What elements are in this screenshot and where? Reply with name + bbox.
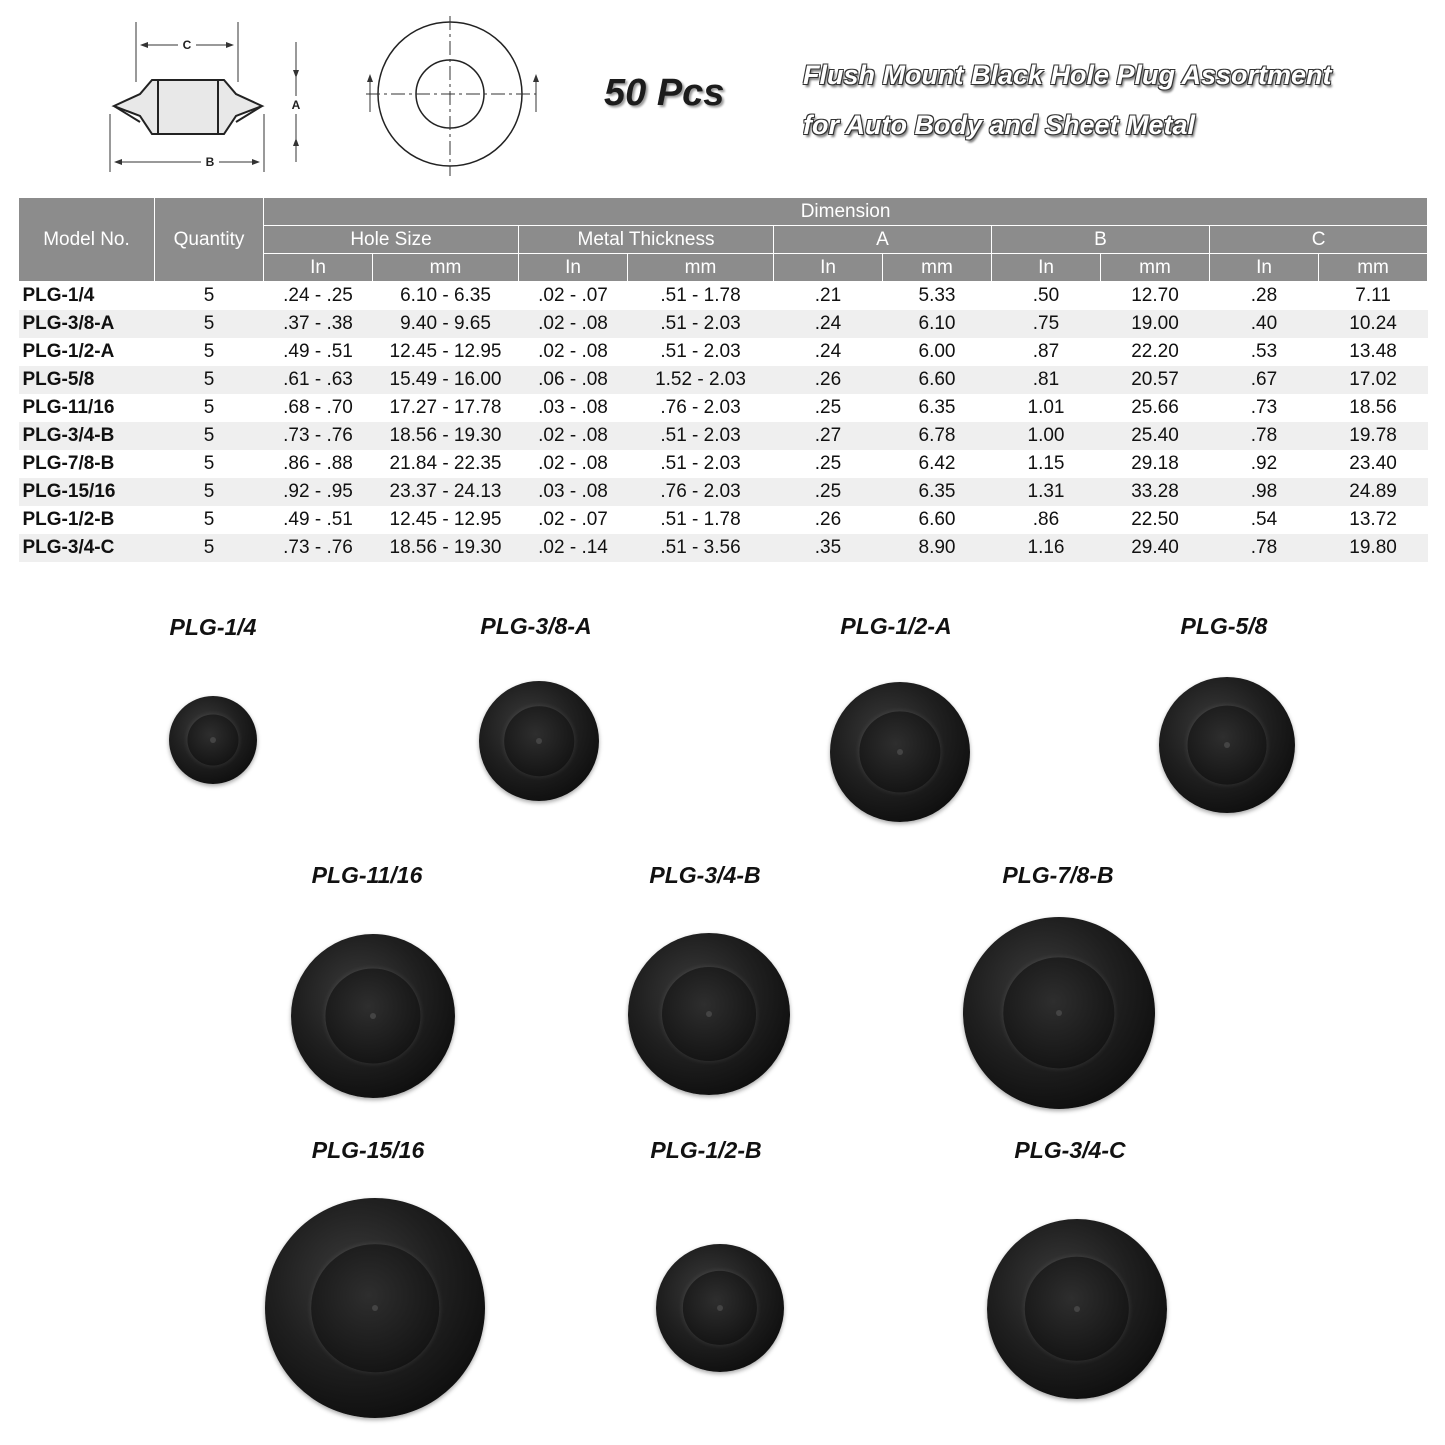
table-cell: 6.60 <box>918 509 956 530</box>
table-cell: 19.78 <box>1319 422 1428 450</box>
table-row <box>19 366 1428 394</box>
table-row <box>19 422 1428 450</box>
table-cell: .61 - .63 <box>264 366 373 394</box>
table-cell: .67 <box>1210 366 1319 394</box>
plug-label: PLG-3/4-C <box>1014 1137 1126 1163</box>
header-unit: In <box>264 254 373 282</box>
table-cell: .98 <box>1210 478 1319 506</box>
table-cell: .51 - 2.03 <box>628 310 774 338</box>
table-cell: 5 <box>203 341 215 362</box>
hole-plug-photo <box>479 681 599 801</box>
hole-plug-photo <box>830 682 970 822</box>
table-cell: 1.52 - 2.03 <box>628 366 774 394</box>
plug-label: PLG-7/8-B <box>1002 862 1114 888</box>
table-cell: 5 <box>203 397 215 418</box>
table-cell: 19.00 <box>1101 310 1210 338</box>
table-cell: .86 <box>1032 509 1060 530</box>
table-cell: 9.40 - 9.65 <box>373 310 519 338</box>
table-row <box>19 282 1428 311</box>
table-cell: .51 - 1.78 <box>660 509 741 530</box>
header-unit: mm <box>628 254 774 282</box>
product-title <box>803 50 1423 150</box>
table-cell: 6.35 <box>883 478 992 506</box>
table-cell: .02 - .08 <box>538 453 608 474</box>
table-cell: .49 - .51 <box>283 341 353 362</box>
model-cell: PLG-3/8-A <box>19 310 155 338</box>
table-cell: 5 <box>155 310 264 338</box>
table-cell: .51 - 1.78 <box>660 285 741 306</box>
header-unit: mm <box>883 254 992 282</box>
hole-plug-photo <box>1159 677 1295 813</box>
table-cell: .24 - .25 <box>283 285 353 306</box>
table-cell: .78 <box>1210 534 1319 562</box>
hole-plug-photo <box>169 696 257 784</box>
table-cell: .28 <box>1250 285 1278 306</box>
table-cell: .25 <box>814 453 842 474</box>
hole-plug-photo <box>656 1244 784 1372</box>
table-cell: .73 - .76 <box>264 422 373 450</box>
plug-label: PLG-3/4-B <box>649 862 761 888</box>
table-cell: 5 <box>203 285 215 306</box>
table-cell: 25.40 <box>1101 422 1210 450</box>
table-cell: 5 <box>155 534 264 562</box>
table-row <box>19 338 1428 366</box>
table-cell: 13.48 <box>1349 341 1397 362</box>
hole-plug-photo <box>265 1198 485 1418</box>
table-cell: .21 <box>814 285 842 306</box>
header-unit: In <box>1210 254 1319 282</box>
table-cell: 6.60 <box>883 366 992 394</box>
table-cell: 25.66 <box>1131 397 1179 418</box>
table-cell: 6.42 <box>918 453 956 474</box>
header-group: A <box>774 226 992 254</box>
table-cell: 6.10 - 6.35 <box>400 285 491 306</box>
table-row <box>19 310 1428 338</box>
table-cell: .03 - .08 <box>538 397 608 418</box>
table-cell: 13.72 <box>1349 509 1397 530</box>
table-cell: 6.00 <box>918 341 956 362</box>
table-cell: 5 <box>155 478 264 506</box>
table-cell: 1.15 <box>1027 453 1065 474</box>
header-unit: In <box>519 254 628 282</box>
table-cell: 6.10 <box>883 310 992 338</box>
table-cell: .76 - 2.03 <box>660 397 741 418</box>
table-cell: .92 - .95 <box>264 478 373 506</box>
model-cell: PLG-5/8 <box>19 366 155 394</box>
table-cell: 5 <box>203 453 215 474</box>
table-cell: 1.16 <box>992 534 1101 562</box>
hole-plug-photo <box>963 917 1155 1109</box>
table-cell: .92 <box>1250 453 1278 474</box>
table-cell: .49 - .51 <box>283 509 353 530</box>
header-dimension: Dimension <box>264 198 1428 226</box>
model-cell: PLG-7/8-B <box>22 453 115 474</box>
table-cell: .76 - 2.03 <box>628 478 774 506</box>
piece-count: 50 Pcs <box>604 72 725 114</box>
header-unit: mm <box>373 254 519 282</box>
plug-profile-diagram <box>104 22 304 182</box>
table-cell: .03 - .08 <box>519 478 628 506</box>
model-cell: PLG-3/4-C <box>19 534 155 562</box>
plug-label: PLG-3/8-A <box>480 613 592 639</box>
model-cell: PLG-1/2-A <box>22 341 115 362</box>
model-cell: PLG-3/4-B <box>19 422 155 450</box>
table-cell: .51 - 2.03 <box>660 453 741 474</box>
header-group: C <box>1210 226 1428 254</box>
table-cell: 18.56 <box>1349 397 1397 418</box>
table-cell: .02 - .08 <box>538 341 608 362</box>
header-quantity: Quantity <box>155 198 264 282</box>
model-cell: PLG-11/16 <box>22 397 115 418</box>
header-unit: In <box>774 254 883 282</box>
table-cell: 7.11 <box>1355 285 1391 306</box>
table-cell: 5 <box>155 366 264 394</box>
plug-label: PLG-11/16 <box>311 862 423 888</box>
header-unit: In <box>992 254 1101 282</box>
table-cell: 5 <box>203 509 215 530</box>
table-cell: .26 <box>774 366 883 394</box>
table-cell: 6.78 <box>883 422 992 450</box>
table-cell: .02 - .08 <box>519 422 628 450</box>
table-cell: 24.89 <box>1319 478 1428 506</box>
header-group: Hole Size <box>264 226 519 254</box>
table-cell: 18.56 - 19.30 <box>373 422 519 450</box>
table-cell: 18.56 - 19.30 <box>373 534 519 562</box>
table-cell: .53 <box>1250 341 1278 362</box>
model-cell: PLG-15/16 <box>19 478 155 506</box>
table-cell: .27 <box>774 422 883 450</box>
plug-label: PLG-1/2-A <box>840 613 952 639</box>
table-cell: .35 <box>774 534 883 562</box>
table-cell: .81 <box>992 366 1101 394</box>
table-cell: .02 - .14 <box>519 534 628 562</box>
header-group: Metal Thickness <box>519 226 774 254</box>
spec-table <box>18 197 1428 562</box>
table-cell: 12.45 - 12.95 <box>389 509 502 530</box>
model-cell: PLG-1/2-B <box>22 509 115 530</box>
table-cell: 5 <box>155 422 264 450</box>
table-cell: 6.35 <box>918 397 956 418</box>
table-cell: 15.49 - 16.00 <box>373 366 519 394</box>
table-cell: .73 <box>1250 397 1278 418</box>
table-cell: .25 <box>774 478 883 506</box>
header-model: Model No. <box>19 198 155 282</box>
table-cell: 17.27 - 17.78 <box>389 397 502 418</box>
table-cell: .02 - .07 <box>538 509 608 530</box>
table-cell: 22.20 <box>1131 341 1179 362</box>
model-cell: PLG-1/4 <box>22 285 95 306</box>
table-cell: 5.33 <box>918 285 956 306</box>
table-cell: 17.02 <box>1319 366 1428 394</box>
hole-plug-photo <box>628 933 790 1095</box>
table-cell: .26 <box>814 509 842 530</box>
table-cell: .24 <box>814 341 842 362</box>
table-cell: 20.57 <box>1101 366 1210 394</box>
header-unit: mm <box>1319 254 1428 282</box>
table-row <box>19 450 1428 478</box>
table-cell: .86 - .88 <box>283 453 353 474</box>
hole-plug-photo <box>987 1219 1167 1399</box>
plug-label: PLG-15/16 <box>311 1137 425 1163</box>
table-cell: .02 - .07 <box>538 285 608 306</box>
table-cell: .02 - .08 <box>519 310 628 338</box>
table-cell: 1.01 <box>1027 397 1065 418</box>
plug-label: PLG-1/2-B <box>650 1137 762 1163</box>
table-cell: 29.18 <box>1131 453 1179 474</box>
plug-label: PLG-5/8 <box>1180 613 1268 639</box>
table-cell: .06 - .08 <box>519 366 628 394</box>
table-cell: .40 <box>1210 310 1319 338</box>
dim-b-label: B <box>205 155 215 169</box>
title-line-1: Flush Mount Black Hole Plug Assortment <box>803 60 1332 90</box>
table-cell: 23.37 - 24.13 <box>373 478 519 506</box>
table-cell: 22.50 <box>1131 509 1179 530</box>
table-cell: .73 - .76 <box>264 534 373 562</box>
table-cell: .24 <box>774 310 883 338</box>
table-cell: .87 <box>1032 341 1060 362</box>
table-cell: 1.00 <box>992 422 1101 450</box>
table-cell: .54 <box>1250 509 1278 530</box>
table-cell: .68 - .70 <box>283 397 353 418</box>
table-cell: 8.90 <box>883 534 992 562</box>
table-cell: 21.84 - 22.35 <box>389 453 502 474</box>
table-cell: 10.24 <box>1319 310 1428 338</box>
table-cell: .51 - 3.56 <box>628 534 774 562</box>
header-unit: mm <box>1101 254 1210 282</box>
table-cell: .75 <box>992 310 1101 338</box>
table-row <box>19 506 1428 534</box>
table-row <box>19 478 1428 506</box>
table-cell: .37 - .38 <box>264 310 373 338</box>
table-cell: 23.40 <box>1349 453 1397 474</box>
table-cell: .25 <box>814 397 842 418</box>
table-cell: .51 - 2.03 <box>628 422 774 450</box>
table-cell: .78 <box>1210 422 1319 450</box>
title-line-2: for Auto Body and Sheet Metal <box>803 110 1196 140</box>
table-cell: 29.40 <box>1101 534 1210 562</box>
table-cell: .50 <box>1032 285 1060 306</box>
hole-plug-photo <box>291 934 455 1098</box>
table-cell: 12.70 <box>1131 285 1179 306</box>
header-group: B <box>992 226 1210 254</box>
table-cell: .51 - 2.03 <box>660 341 741 362</box>
table-cell: 12.45 - 12.95 <box>389 341 502 362</box>
table-row <box>19 534 1428 562</box>
table-row <box>19 394 1428 422</box>
table-cell: 1.31 <box>992 478 1101 506</box>
table-cell: 19.80 <box>1319 534 1428 562</box>
dim-a-label: A <box>291 98 301 112</box>
plug-top-view-diagram <box>364 16 544 176</box>
table-cell: 33.28 <box>1101 478 1210 506</box>
dim-c-label: C <box>182 38 192 52</box>
plug-label: PLG-1/4 <box>169 614 257 640</box>
